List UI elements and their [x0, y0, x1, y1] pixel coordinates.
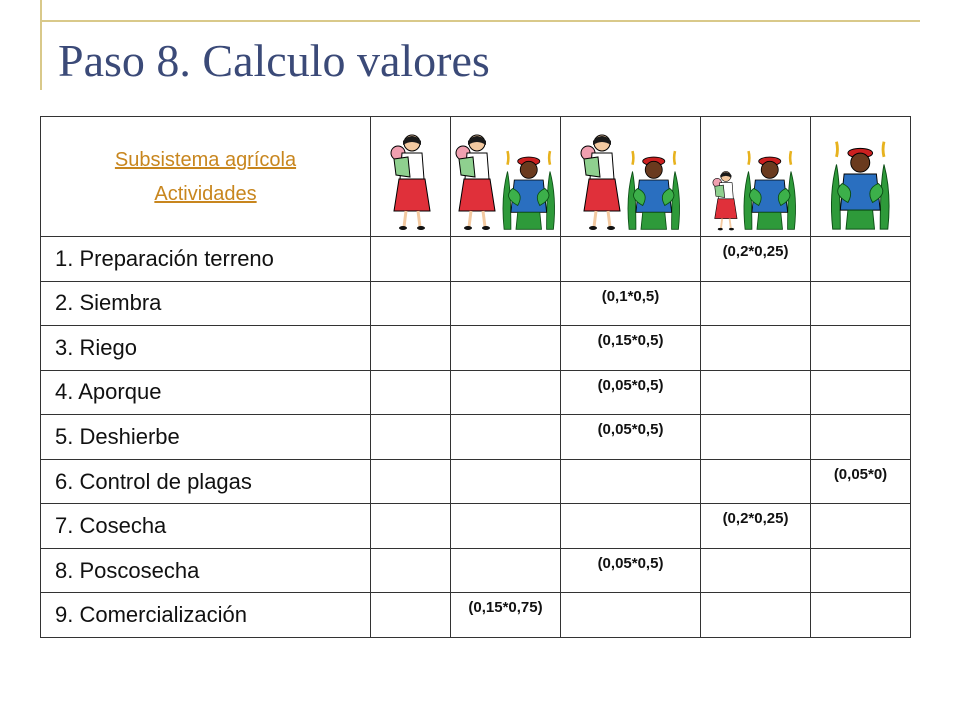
formula-value: (0,15*0,75): [468, 599, 543, 617]
value-cell: [371, 281, 451, 326]
value-cell: [371, 459, 451, 504]
value-cell: [811, 370, 911, 415]
value-cell: [561, 281, 701, 326]
value-cell: [701, 370, 811, 415]
value-cell: [701, 459, 811, 504]
activity-row: [41, 459, 911, 504]
figure-cell-2: [451, 117, 561, 237]
activity-name: 3. Riego: [41, 326, 371, 371]
value-cell: [451, 281, 561, 326]
value-cell: [811, 593, 911, 638]
value-cell: [371, 370, 451, 415]
activity-name: 2. Siembra: [41, 281, 371, 326]
value-cell: [371, 415, 451, 460]
header-row: [41, 117, 911, 237]
value-cell: [371, 504, 451, 549]
subsistema-link[interactable]: Subsistema agrícola: [114, 148, 297, 171]
activity-row: [41, 593, 911, 638]
value-cell: [701, 504, 811, 549]
figure-cell-3: [561, 117, 701, 237]
value-cell: [701, 548, 811, 593]
value-cell: [561, 593, 701, 638]
value-cell: [371, 326, 451, 371]
value-cell: [811, 459, 911, 504]
small-woman-with-baby-icon: [711, 169, 740, 236]
woman-with-baby-icon: [578, 131, 624, 236]
formula-value: (0,05*0,5): [597, 376, 664, 394]
activity-row: [41, 415, 911, 460]
activity-row: [41, 504, 911, 549]
value-cell: [701, 593, 811, 638]
activity-name: 8. Poscosecha: [41, 548, 371, 593]
value-cell: [561, 370, 701, 415]
value-cell: [701, 415, 811, 460]
value-cell: [561, 237, 701, 282]
value-cell: [561, 548, 701, 593]
value-cell: [451, 504, 561, 549]
value-cell: [811, 504, 911, 549]
activity-row: [41, 281, 911, 326]
formula-value: (0,2*0,25): [722, 243, 789, 260]
value-cell: [561, 415, 701, 460]
man-in-crops-icon: [827, 136, 894, 236]
woman-with-baby-icon: [453, 131, 499, 236]
formula-value: (0,05*0,5): [597, 421, 664, 439]
value-cell: [371, 593, 451, 638]
activity-row: [41, 326, 911, 371]
activity-row: [41, 548, 911, 593]
value-cell: [451, 237, 561, 282]
decorative-horizontal-line: [40, 20, 920, 22]
value-cell: [451, 326, 561, 371]
man-in-crops-icon: [499, 146, 559, 236]
value-cell: [701, 237, 811, 282]
value-cell: [561, 326, 701, 371]
figure-cell-4: [701, 117, 811, 237]
value-cell: [811, 326, 911, 371]
formula-value: (0,1*0,5): [601, 287, 660, 305]
value-cell: [561, 504, 701, 549]
value-cell: [701, 281, 811, 326]
formula-value: (0,2*0,25): [722, 510, 789, 528]
value-cell: [811, 415, 911, 460]
activity-row: [41, 237, 911, 282]
value-cell: [371, 548, 451, 593]
activity-row: [41, 370, 911, 415]
value-cell: [811, 548, 911, 593]
value-cell: [701, 326, 811, 371]
header-cell: [41, 117, 371, 237]
value-cell: [811, 281, 911, 326]
formula-value: (0,15*0,5): [597, 332, 664, 350]
activity-name: 7. Cosecha: [41, 504, 371, 549]
woman-with-baby-icon: [388, 131, 434, 236]
actividades-link[interactable]: Actividades: [154, 182, 257, 205]
decorative-vertical-line: [40, 0, 42, 90]
activity-name: 6. Control de plagas: [41, 459, 371, 504]
figure-cell-5: [811, 117, 911, 237]
value-cell: [561, 459, 701, 504]
activity-name: 1. Preparación terreno: [41, 237, 371, 282]
value-cell: [451, 370, 561, 415]
formula-value: (0,05*0,5): [597, 554, 664, 572]
figure-cell-1: [371, 117, 451, 237]
value-cell: [811, 237, 911, 282]
value-cell: [451, 548, 561, 593]
slide-title: Paso 8. Calculo valores: [58, 35, 490, 86]
value-cell: [451, 459, 561, 504]
activity-name: 5. Deshierbe: [41, 415, 371, 460]
activity-name: 9. Comercialización: [41, 593, 371, 638]
value-cell: [451, 415, 561, 460]
formula-value: (0,05*0): [833, 465, 888, 483]
activities-table: [40, 116, 911, 638]
man-in-crops-icon: [624, 146, 684, 236]
value-cell: [451, 593, 561, 638]
activity-name: 4. Aporque: [41, 370, 371, 415]
value-cell: [371, 237, 451, 282]
man-in-crops-icon: [740, 146, 800, 236]
